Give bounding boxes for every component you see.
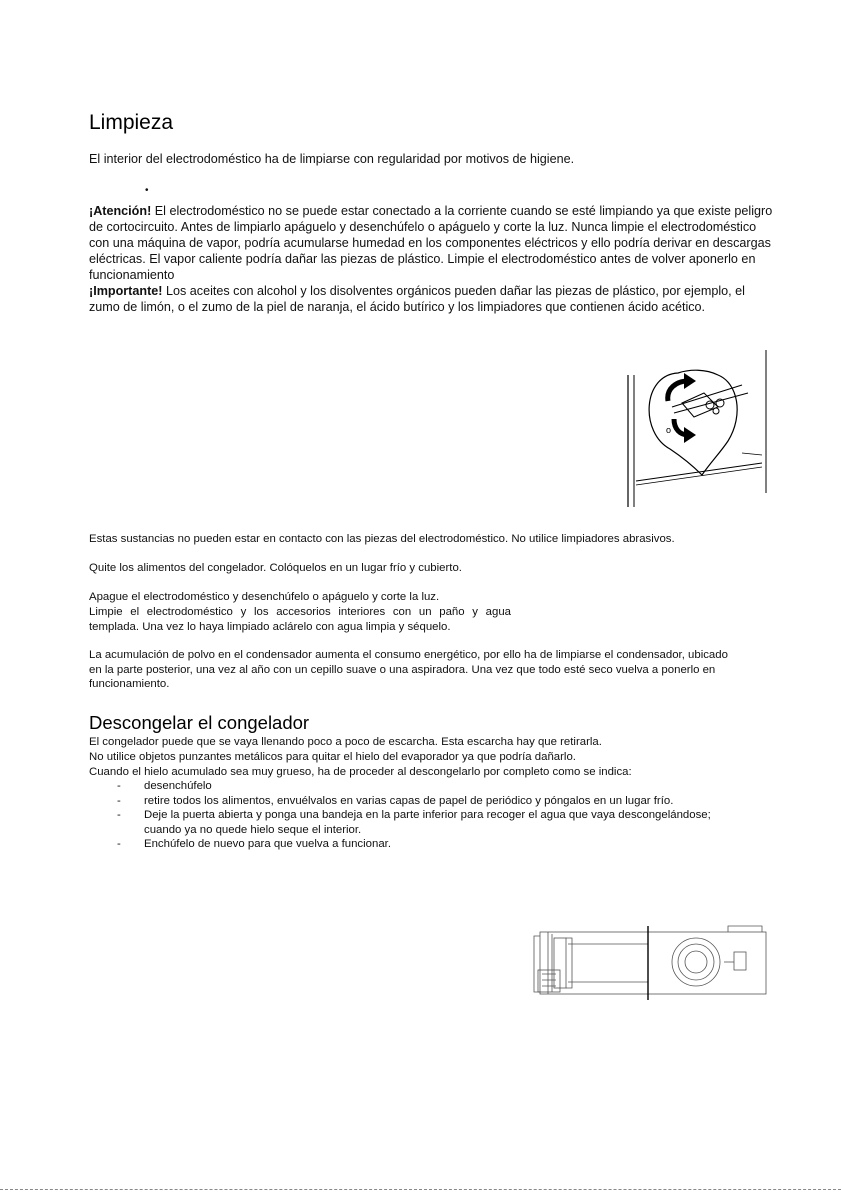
defrost-line-2: No utilice objetos punzantes metálicos para quitar el hielo del evaporador ya que podría dañarlo. <box>89 751 576 763</box>
condenser-paragraph: La acumulación de polvo en el condensador aumenta el consumo energético, por ello ha de limpiarse el condensador, ubicado en la parte posterior, una vez al año con un cepillo suave o una aspiradora. Una vez que todo esté seco vuelva a ponerlo en funcionamiento. <box>89 649 728 691</box>
attention-label: ¡Atención! <box>89 204 152 218</box>
defrost-line-3: Cuando el hielo acumulado sea muy grueso, ha de proceder al descongelarlo por completo como se indica: <box>89 766 632 778</box>
clean-paragraph: Limpie el electrodoméstico y los accesorios interiores con un paño y agua templada. Una vez lo haya limpiado aclárelo con agua limpia y séquelo. <box>89 606 511 633</box>
freezer-knob-illustration <box>622 345 772 510</box>
remove-food-paragraph: Quite los alimentos del congelador. Colóquelos en un lugar frío y cubierto. <box>89 562 462 574</box>
svg-text:o: o <box>666 425 672 435</box>
intro-paragraph: El interior del electrodoméstico ha de limpiarse con regularidad por motivos de higiene. <box>89 152 575 166</box>
list-item: - Deje la puerta abierta y ponga una bandeja en la parte inferior para recoger el agua que vaya descongelándose; cuando ya no quede hielo seque el interior. <box>117 809 711 836</box>
freezer-drawer-illustration <box>528 922 778 1002</box>
section-title-descongelar: Descongelar el congelador <box>89 712 310 733</box>
attention-text: El electrodoméstico no se puede estar conectado a la corriente cuando se esté limpiando ya que existe peligro de cortocircuito. Antes de limpiarlo apáguelo y desenchúfelo o apáguelo y corte la luz. Nunca limpie el electrodoméstico con una máquina de vapor, podría acumularse humedad en los componentes eléctricos y ello podría derivar en descargas eléctricas. El vapor caliente podría dañar las piezas de plástico. Limpie el electrodoméstico antes de volver aponerlo en funcionamiento <box>89 204 773 282</box>
defrost-line-1: El congelador puede que se vaya llenando poco a poco de escarcha. Esta escarcha hay que retirarla. <box>89 736 602 748</box>
list-item: - Enchúfelo de nuevo para que vuelva a funcionar. <box>117 838 391 851</box>
bullet-mark: • <box>145 185 149 196</box>
list-item: - retire todos los alimentos, envuélvalos en varias capas de papel de periódico y póngalos en un lugar frío. <box>117 794 674 807</box>
defrost-steps-list <box>117 779 785 852</box>
attention-paragraph <box>89 203 779 315</box>
page-bottom-rule <box>0 1189 841 1190</box>
important-label: ¡Importante! <box>89 284 163 298</box>
important-text: Los aceites con alcohol y los disolventes orgánicos pueden dañar las piezas de plástico, por ejemplo, el zumo de limón, o el zumo de la piel de naranja, el ácido butírico y los limpiadores que contienen ácido acético. <box>89 284 745 314</box>
section-title-limpieza: Limpieza <box>89 111 174 134</box>
substances-paragraph: Estas sustancias no pueden estar en contacto con las piezas del electrodoméstico. No utilice limpiadores abrasivos. <box>89 533 675 545</box>
list-item: - desenchúfelo <box>117 780 212 792</box>
unplug-paragraph: Apague el electrodoméstico y desenchúfelo o apáguelo y corte la luz. <box>89 591 440 603</box>
